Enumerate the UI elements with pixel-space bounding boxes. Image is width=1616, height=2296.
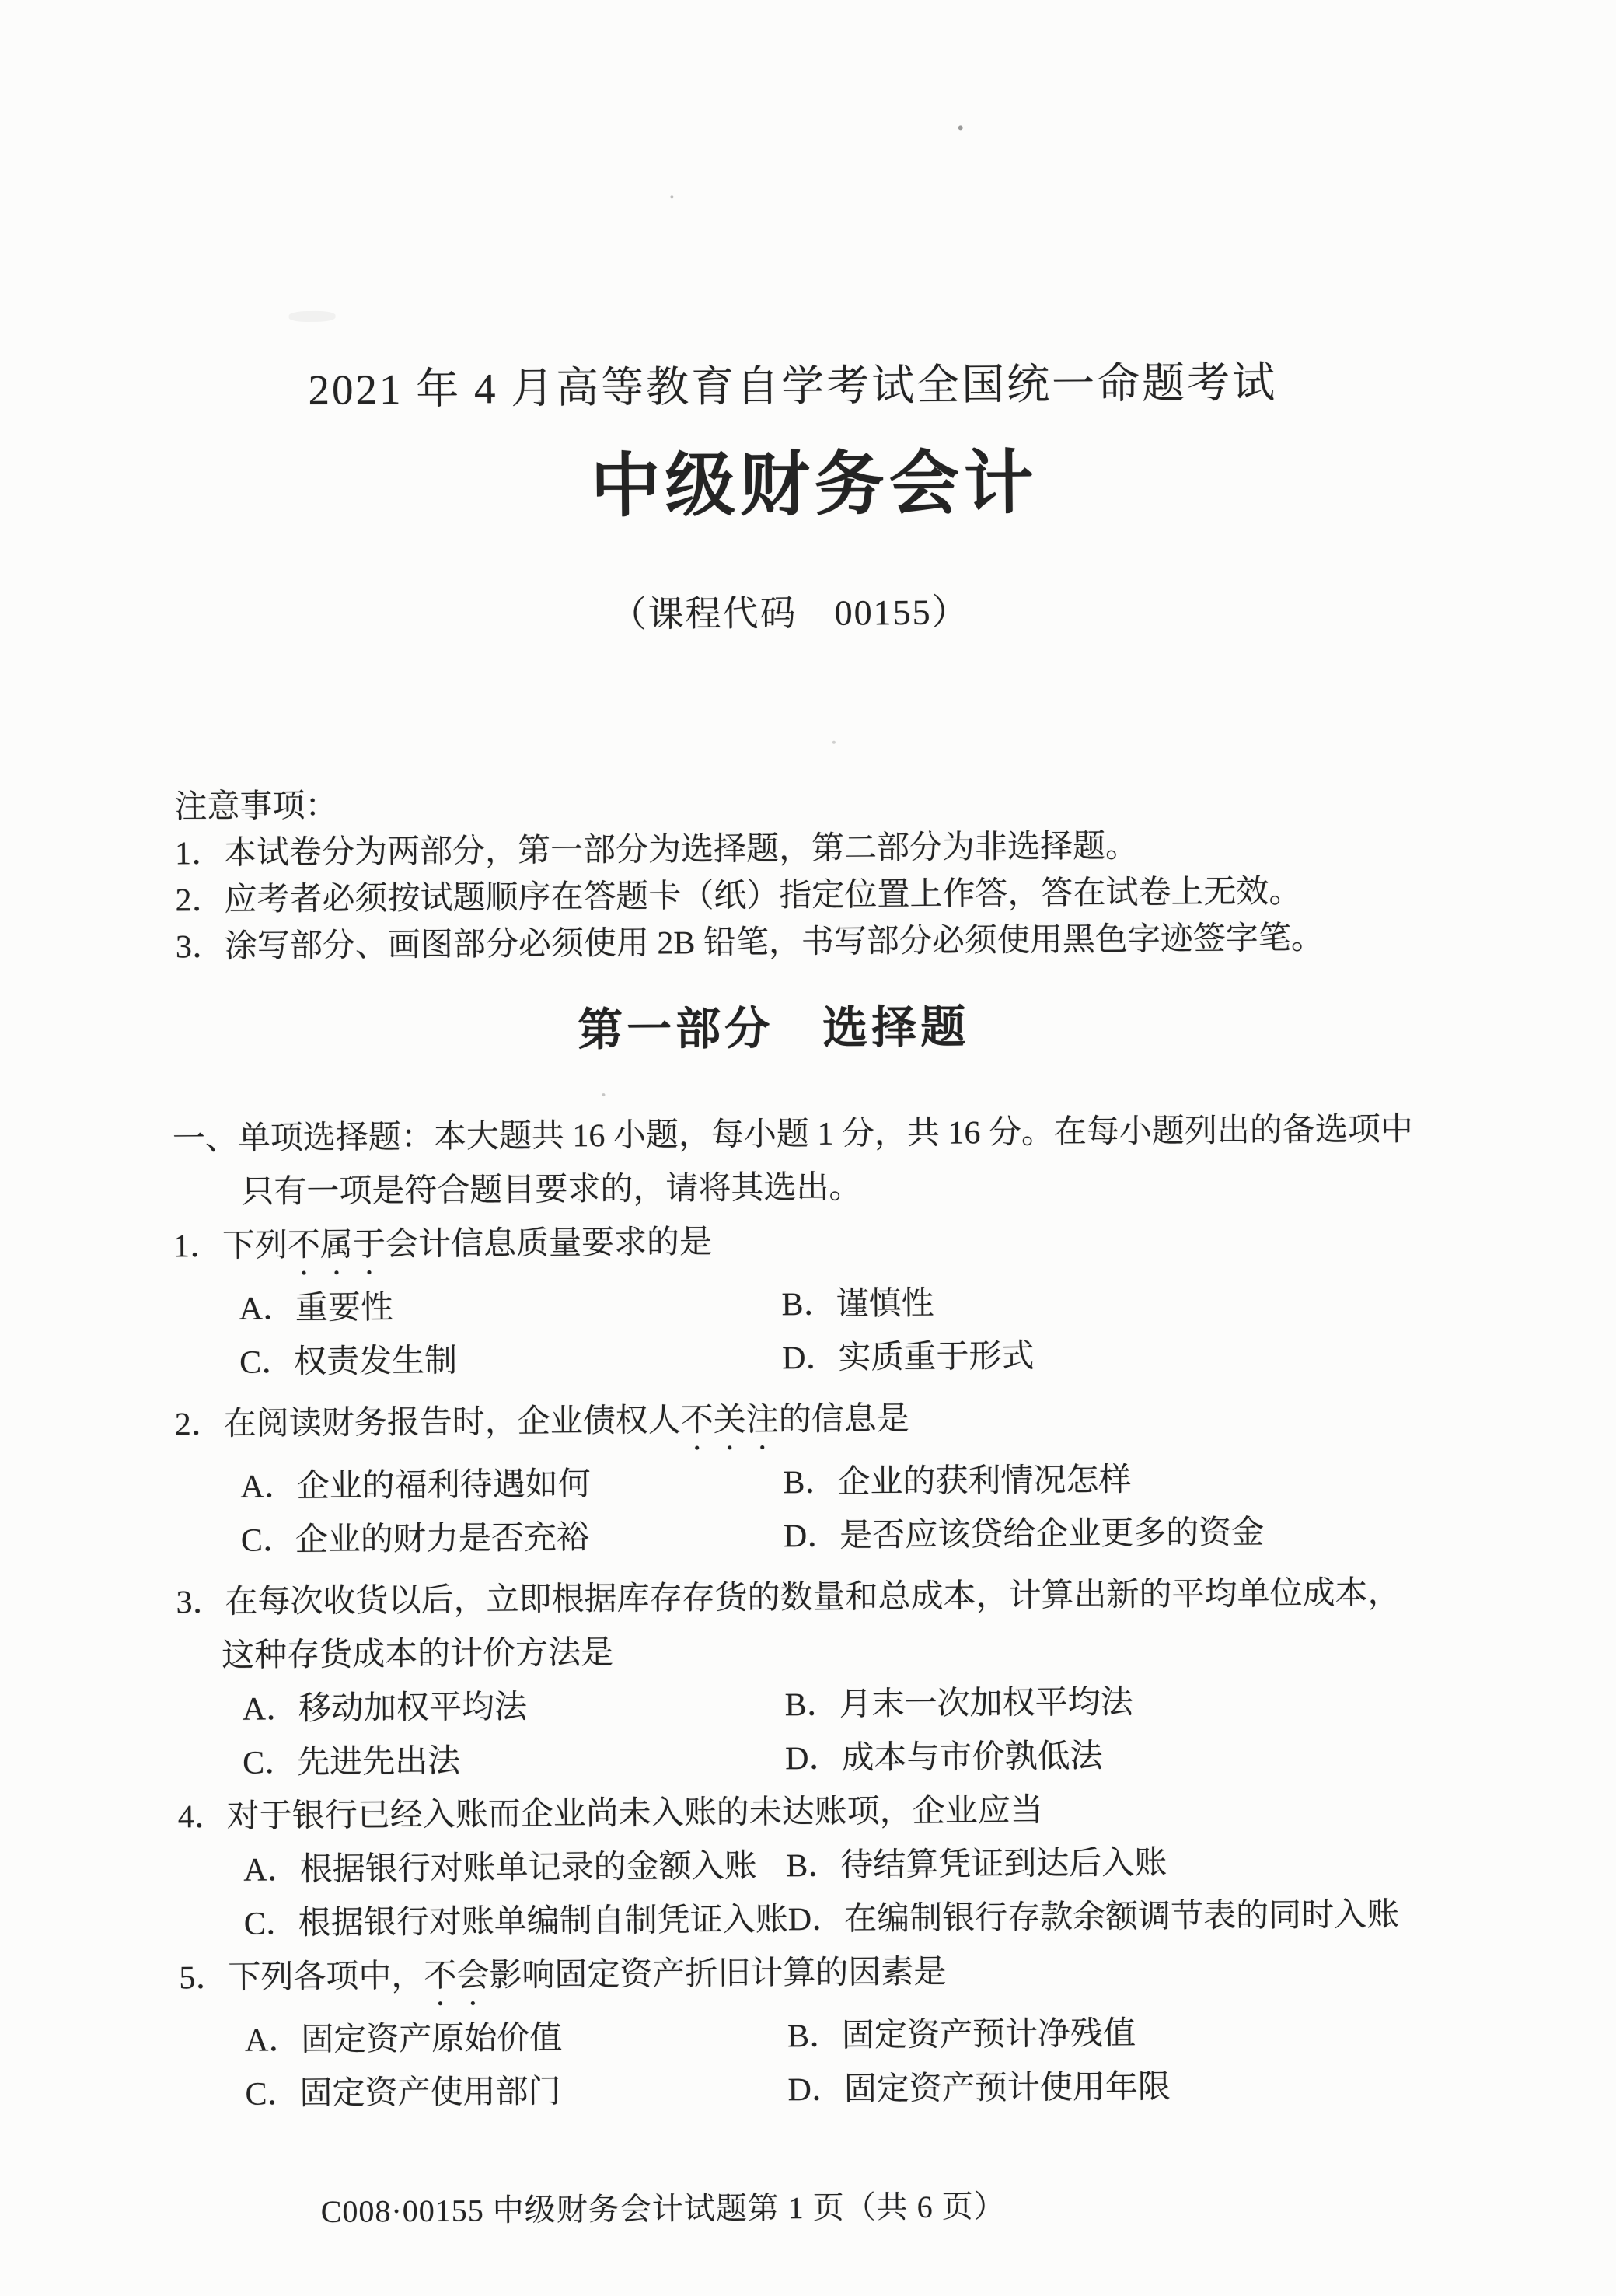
question-1-stem-emphasis: 不属于	[287, 1227, 386, 1264]
option-text: 先进先出法	[297, 1743, 461, 1781]
question-4-options-row1	[178, 1834, 1499, 1898]
option-label: B．	[784, 1686, 839, 1724]
question-1-stem	[173, 1210, 1496, 1283]
question-2-stem-pre: 在阅读财务报告时，企业债权人	[223, 1403, 681, 1442]
course-code: （课程代码 00155）	[610, 592, 969, 634]
question-1-stem-post: 会计信息质量要求的是	[385, 1224, 713, 1263]
question-5-option-C	[245, 2064, 788, 2121]
question-1-option-D	[782, 1330, 1035, 1386]
question-5-options-row2	[180, 2058, 1501, 2122]
question-2-stem	[175, 1388, 1497, 1461]
question-2-options-row2	[176, 1504, 1497, 1568]
subject-title: 中级财务会计	[590, 445, 1039, 526]
question-2-options-row1	[175, 1451, 1496, 1515]
option-text: 企业的获利情况怎样	[837, 1462, 1132, 1501]
question-5-option-A	[245, 2010, 788, 2067]
option-text: 成本与市价孰低法	[841, 1739, 1103, 1777]
part1-title: 第一部分 选择题	[578, 1001, 970, 1056]
question-1-options-row1	[173, 1273, 1495, 1337]
option-label: D．	[783, 1518, 840, 1555]
option-text: 固定资产使用部门	[299, 2074, 561, 2113]
option-label: B．	[781, 1286, 836, 1323]
option-label: A．	[242, 1691, 299, 1728]
question-4-options-row2	[179, 1888, 1500, 1952]
section-intro-line1: 一、单项选择题：本大题共 16 小题，每小题 1 分，共 16 分。在每小题列出的备选项中	[172, 1111, 1414, 1158]
option-label: A．	[243, 1852, 300, 1889]
scan-speck	[538, 400, 542, 404]
option-label: A．	[239, 1291, 296, 1327]
scan-speck	[958, 125, 963, 130]
question-2-option-A	[240, 1456, 784, 1514]
page-footer: C008·00155 中级财务会计试题第 1 页（共 6 页）	[320, 2189, 1006, 2229]
question-1-option-B	[781, 1277, 934, 1333]
question-3-stem-line2: 这种存货成本的计价方法是	[221, 1634, 614, 1674]
question-1-option-A	[239, 1278, 782, 1336]
option-label: A．	[244, 2022, 302, 2059]
option-label: A．	[240, 1469, 297, 1505]
option-text: 固定资产预计净残值	[841, 2015, 1136, 2054]
option-label: D．	[787, 2071, 845, 2109]
question-3-option-C	[243, 1732, 786, 1790]
option-text: 固定资产原始价值	[301, 2020, 563, 2059]
option-text: 权责发生制	[293, 1343, 458, 1381]
question-area	[173, 1103, 1502, 2122]
option-label: C．	[239, 1344, 295, 1381]
question-4-stem	[177, 1781, 1499, 1844]
option-text: 在编制银行存款余额调节表的同时入账	[843, 1897, 1400, 1938]
option-text: 实质重于形式	[838, 1338, 1035, 1376]
question-3-option-A	[242, 1679, 785, 1736]
question-3-options-row1	[176, 1673, 1498, 1737]
option-label: C．	[240, 1522, 296, 1559]
option-label: C．	[243, 1906, 299, 1942]
question-1-number: 1．	[173, 1228, 223, 1265]
option-text: 根据银行对账单记录的金额入账	[299, 1848, 757, 1889]
question-2-number: 2．	[174, 1406, 224, 1443]
question-3-option-D	[785, 1730, 1103, 1786]
question-4-option-C	[244, 1893, 789, 1951]
question-5-stem-emphasis: 不会	[424, 1958, 490, 1994]
option-text: 重要性	[295, 1290, 394, 1327]
question-5	[179, 1941, 1502, 2122]
option-text: 移动加权平均法	[298, 1689, 528, 1728]
option-text: 是否应该贷给企业更多的资金	[839, 1515, 1265, 1554]
question-2-stem-post: 的信息是	[778, 1400, 909, 1438]
notice-item-2: 2．应考者必须按试题顺序在答题卡（纸）指定位置上作答，答在试卷上无效。	[175, 874, 1302, 919]
question-1-options-row2	[174, 1326, 1496, 1390]
question-5-option-B	[787, 2008, 1136, 2064]
question-5-number: 5．	[179, 1959, 229, 1997]
option-label: B．	[787, 2018, 843, 2055]
option-text: 根据银行对账单编制自制凭证入账	[298, 1902, 789, 1942]
option-text: 固定资产预计使用年限	[843, 2069, 1171, 2108]
question-4-option-D	[788, 1889, 1400, 1947]
section-intro	[173, 1103, 1495, 1220]
option-text: 企业的财力是否充裕	[295, 1520, 590, 1559]
option-label: B．	[786, 1847, 841, 1885]
question-3-options-row2	[177, 1727, 1499, 1791]
question-1	[173, 1210, 1496, 1390]
option-label: C．	[243, 1745, 298, 1781]
scan-speck	[832, 741, 836, 744]
scan-speck	[602, 1093, 605, 1096]
question-3-number: 3．	[176, 1584, 225, 1621]
option-label: B．	[783, 1464, 838, 1501]
question-3-stem-pre: 在每次收货以后，立即根据库存存货的数量和总成本，计算出新的平均单位成本，	[225, 1575, 1401, 1620]
question-4-stem-pre: 对于银行已经入账而企业尚未入账的未达账项，企业应当	[226, 1792, 1043, 1835]
section-intro-line2: 只有一项是符合题目要求的，请将其选出。	[241, 1169, 862, 1211]
option-text: 谨慎性	[836, 1285, 934, 1323]
question-2-option-C	[241, 1510, 784, 1567]
question-2-option-D	[784, 1506, 1265, 1564]
question-4-number: 4．	[177, 1798, 227, 1836]
notices-section	[174, 774, 1497, 970]
question-2	[175, 1388, 1498, 1568]
scan-speck	[289, 311, 336, 322]
question-3	[176, 1566, 1499, 1791]
option-label: C．	[245, 2076, 300, 2113]
option-label: D．	[781, 1340, 839, 1377]
question-5-stem-post: 影响固定资产折旧计算的因素是	[489, 1954, 947, 1994]
option-label: D．	[787, 1901, 845, 1938]
option-label: D．	[784, 1740, 842, 1777]
option-text: 待结算凭证到达后入账	[840, 1845, 1167, 1884]
question-3-stem	[176, 1566, 1497, 1630]
question-3-option-B	[784, 1676, 1133, 1733]
question-4-option-B	[786, 1836, 1167, 1893]
question-5-stem-pre: 下列各项中，	[228, 1958, 424, 1996]
question-4-option-A	[243, 1840, 787, 1897]
option-text: 月末一次加权平均法	[839, 1684, 1133, 1723]
question-4	[177, 1781, 1500, 1952]
question-2-stem-emphasis: 不关注	[680, 1402, 779, 1439]
question-1-option-C	[239, 1332, 783, 1389]
question-2-option-B	[783, 1454, 1132, 1511]
notice-item-1: 1．本试卷分为两部分，第一部分为选择题，第二部分为非选择题。	[174, 828, 1139, 872]
question-5-stem	[179, 1941, 1501, 2015]
exam-title: 2021 年 4 月高等教育自学考试全国统一命题考试	[308, 358, 1278, 414]
question-1-stem-pre: 下列	[222, 1228, 288, 1264]
question-5-option-D	[787, 2060, 1171, 2117]
option-text: 企业的福利待遇如何	[296, 1466, 591, 1505]
scan-speck	[670, 195, 673, 198]
notice-item-3: 3．涂写部分、画图部分必须使用 2B 铅笔，书写部分必须使用黑色字迹签字笔。	[175, 920, 1325, 966]
notices-title: 注意事项：	[174, 788, 338, 826]
